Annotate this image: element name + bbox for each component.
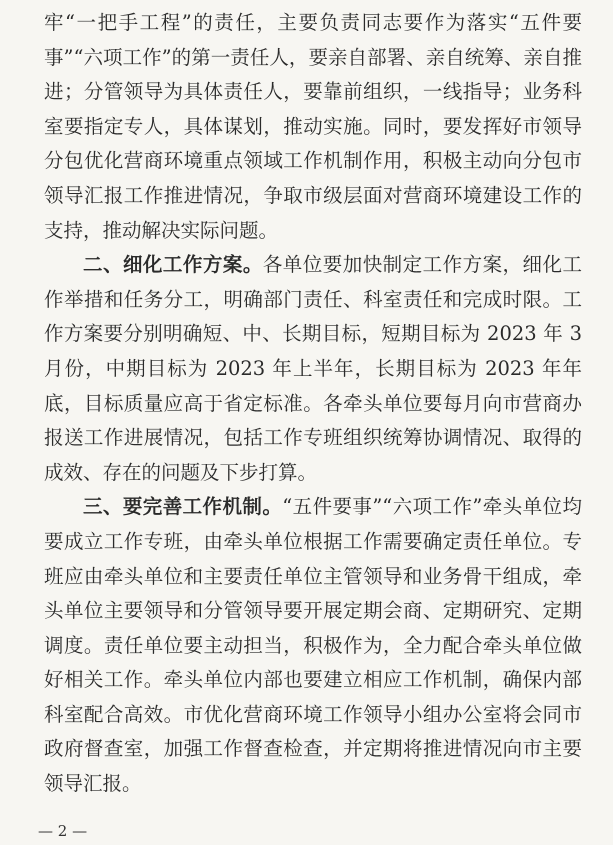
work-plan-body: 各单位要加快制定工作方案，细化工作举措和任务分工，明确部门责任、科室责任和完成时限。工作方案要分别明确短、中、长期目标，短期目标为 2023 年 3 月份，中期目标为 2023 年上半年，长期目标为 2023 年年底，目标质量应高于省定标准。各牵头单位要每月向市营商办报送工作进展情况，包括工作专班组织统筹协调情况、取得的成效、存在的问题及下步打算。 <box>44 253 582 484</box>
document-body <box>44 6 582 802</box>
paragraph-work-mechanism <box>44 490 582 801</box>
paragraph-responsibility: 牢“一把手工程”的责任，主要负责同志要作为落实“五件要事”“六项工作”的第一责任人，要亲自部署、亲自统筹、亲自推进；分管领导为具体责任人，要靠前组织，一线指导；业务科室要指定专人，具体谋划，推动实施。同时，要发挥好市领导分包优化营商环境重点领域工作机制作用，积极主动向分包市领导汇报工作推进情况，争取市级层面对营商环境建设工作的支持，推动解决实际问题。 <box>44 11 582 242</box>
work-mechanism-body: “五件要事”“六项工作”牵头单位均要成立工作专班，由牵头单位根据工作需要确定责任单位。专班应由牵头单位和主要责任单位主管领导和业务骨干组成，牵头单位主要领导和分管领导要开展定期会商、定期研究、定期调度。责任单位要主动担当，积极作为，全力配合牵头单位做好相关工作。牵头单位内部也要建立相应工作机制，确保内部科室配合高效。市优化营商环境工作领导小组办公室将会同市政府督查室，加强工作督查检查，并定期将推进情况向市主要领导汇报。 <box>44 495 582 796</box>
heading-work-plan: 二、细化工作方案。 <box>83 253 263 277</box>
page-number: — 2 — <box>38 822 88 840</box>
paragraph-work-plan <box>44 248 582 490</box>
heading-work-mechanism: 三、要完善工作机制。 <box>83 495 283 519</box>
